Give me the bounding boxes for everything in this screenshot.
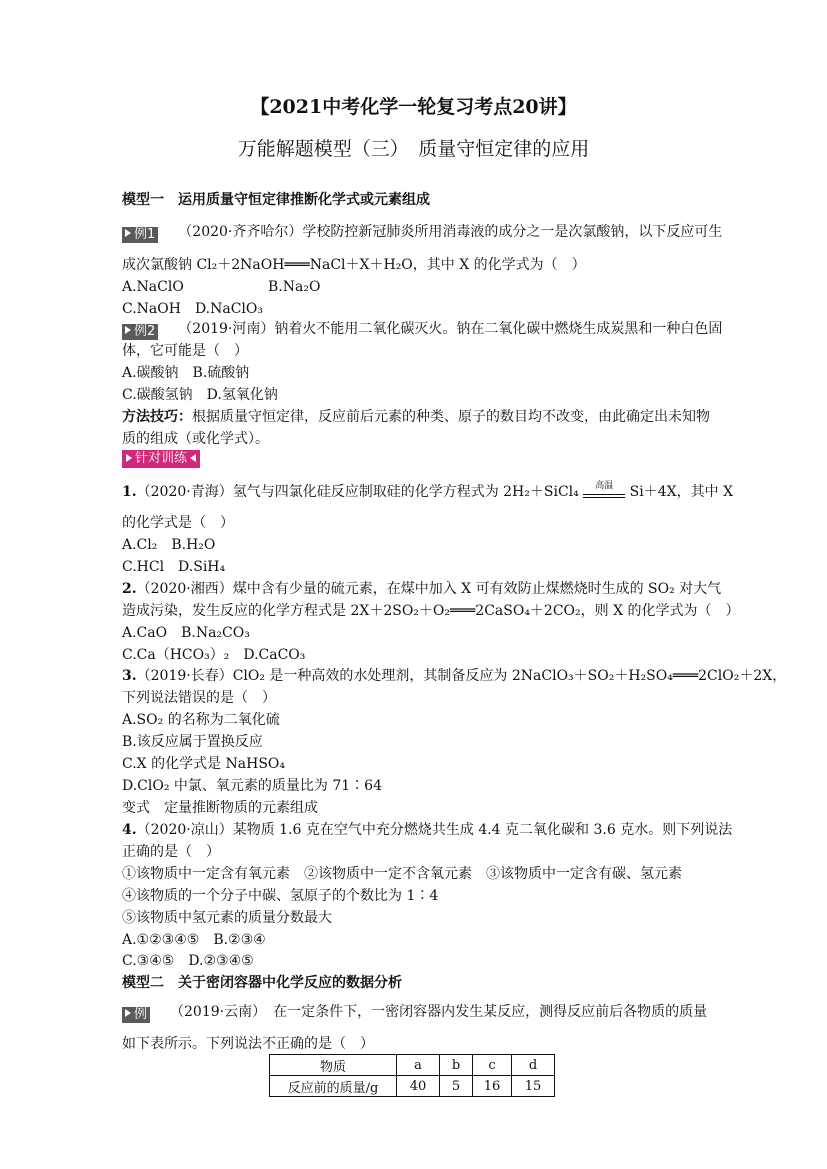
question3-line1: [122, 666, 786, 686]
table-cell: 15: [512, 1076, 555, 1097]
example2-badge: [122, 324, 158, 340]
question2-line2: 造成污染，发生反应的化学方程式是 2X＋2SO₂＋O₂═══2CaSO₄＋2CO₂，则 X 的化学式为（ ）: [122, 603, 740, 619]
question4-line2: 正确的是（ ）: [122, 844, 220, 860]
question2-option-ab: A.CaO B.Na₂CO₃: [122, 625, 250, 641]
table-header-cell: a: [397, 1055, 440, 1076]
question4-option-ab: A.①②③④⑤ B.②③④: [122, 932, 266, 948]
question4-number: 4.: [122, 822, 137, 838]
question4-text: （2020·凉山）某物质 1.6 克在空气中充分燃烧共生成 4.4 克二氧化碳和 3.6 克水。则下列说法: [136, 822, 733, 838]
table-header-cell: b: [440, 1055, 473, 1076]
model2-example-badge: [122, 1007, 150, 1023]
example1-badge: [122, 227, 158, 243]
question4-statement-5: ⑤该物质中氢元素的质量分数最大: [122, 910, 332, 926]
arrow-right-icon: [126, 454, 132, 462]
example1-line2: 成次氯酸钠 Cl₂＋2NaOH═══NaCl＋X＋H₂O，其中 X 的化学式为（ ）: [122, 257, 586, 273]
question3-number: 3.: [122, 668, 137, 684]
question4-line1: [122, 820, 732, 840]
example1-text: （2020·齐齐哈尔）学校防控新冠肺炎所用消毒液的成分之一是次氯酸钠，以下反应可生: [178, 224, 723, 240]
question2-line1: [122, 579, 721, 599]
play-triangle-icon: [125, 229, 131, 237]
table-header-cell: d: [512, 1055, 555, 1076]
question3-line2: 下列说法错误的是（ ）: [122, 690, 276, 706]
example2-text: （2019·河南）钠着火不能用二氧化碳灭火。钠在二氧化碳中燃烧生成炭黑和一种白色固: [178, 321, 723, 337]
question1-text-tail: Si＋4X，其中 X: [629, 484, 734, 500]
model1-heading: 模型一 运用质量守恒定律推断化学式或元素组成: [122, 192, 430, 208]
example1-badge-label: 例1: [134, 227, 156, 242]
document-title: 【2021中考化学一轮复习考点20讲】: [250, 96, 577, 118]
question2-option-cd: C.Ca（HCO₃）₂ D.CaCO₃: [122, 647, 306, 663]
question1-option-ab: A.Cl₂ B.H₂O: [122, 537, 216, 553]
training-badge: [122, 450, 200, 468]
question1-text: （2020·青海）氢气与四氯化硅反应制取硅的化学方程式为 2H₂＋SiCl₄: [136, 484, 579, 500]
example1-line1: [122, 222, 722, 243]
training-badge-label: 针对训练: [135, 451, 188, 466]
question1-line2: 的化学式是（ ）: [122, 515, 234, 531]
model2-example-text: （2019·云南） 在一定条件下，一密闭容器内发生某反应，测得反应前后各物质的质量: [170, 1004, 708, 1020]
method-tip-label: 方法技巧：: [122, 409, 192, 425]
table-cell: 16: [473, 1076, 512, 1097]
arrow-left-icon: [190, 454, 196, 462]
example2-badge-label: 例2: [134, 324, 156, 339]
question1-line1: [122, 482, 733, 502]
example1-option-b: B.Na₂O: [268, 279, 321, 295]
question4-option-cd: C.③④⑤ D.②③④⑤: [122, 953, 254, 969]
example2-line1: [122, 319, 722, 340]
document-subtitle: 万能解题模型（三） 质量守恒定律的应用: [237, 138, 590, 160]
example2-option-ab: A.碳酸钠 B.硫酸钠: [122, 365, 250, 381]
method-tip-text: 根据质量守恒定律，反应前后元素的种类、原子的数目均不改变，由此确定出未知物: [192, 409, 710, 425]
example1-option-cd: C.NaOH D.NaClO₃: [122, 301, 263, 317]
question3-text: （2019·长春）ClO₂ 是一种高效的水处理剂，其制备反应为 2NaClO₃＋SO₂＋H₂SO₄═══2ClO₂＋2X，: [136, 668, 787, 684]
question1-number: 1.: [122, 484, 137, 500]
method-tip-line1: [122, 407, 710, 427]
question1-option-cd: C.HCl D.SiH₄: [122, 559, 226, 575]
method-tip-line2: 质的组成（或化学式）。: [122, 431, 269, 447]
question3-option-c: C.X 的化学式是 NaHSO₄: [122, 756, 286, 772]
table-header-cell: 物质: [270, 1055, 397, 1076]
question2-number: 2.: [122, 581, 137, 597]
table-cell: 40: [397, 1076, 440, 1097]
question4-statement-4: ④该物质的一个分子中碳、氢原子的个数比为 1∶4: [122, 888, 439, 904]
model2-example-line1: [122, 1002, 707, 1023]
table-header-row: [270, 1055, 555, 1076]
reaction-condition-label: 高温: [595, 481, 614, 491]
table-cell: 5: [440, 1076, 473, 1097]
question4-statement-1-3: ①该物质中一定含有氧元素 ②该物质中一定不含氧元素 ③该物质中一定含有碳、氢元素: [122, 866, 682, 882]
question3-option-a: A.SO₂ 的名称为二氧化硫: [122, 712, 280, 728]
table-header-cell: c: [473, 1055, 512, 1076]
example2-option-cd: C.碳酸氢钠 D.氢氧化钠: [122, 387, 278, 403]
model2-example-badge-label: 例: [134, 1007, 148, 1022]
model2-heading: 模型二 关于密闭容器中化学反应的数据分析: [122, 975, 402, 991]
model2-example-line2: 如下表所示。下列说法不正确的是（ ）: [122, 1036, 374, 1052]
reaction-condition: [583, 481, 625, 498]
variant-heading: 变式 定量推断物质的元素组成: [122, 800, 318, 816]
question3-option-d: D.ClO₂ 中氯、氧元素的质量比为 71∶64: [122, 778, 382, 794]
table-cell: 反应前的质量/g: [270, 1076, 397, 1097]
play-triangle-icon: [125, 326, 131, 334]
table-row: [270, 1076, 555, 1097]
mass-data-table: [269, 1054, 555, 1097]
example1-option-a: A.NaClO: [122, 279, 184, 295]
question3-option-b: B.该反应属于置换反应: [122, 734, 263, 750]
question2-text: （2020·湘西）煤中含有少量的硫元素，在煤中加入 X 可有效防止煤燃烧时生成的 SO₂ 对大气: [136, 581, 722, 597]
play-triangle-icon: [125, 1009, 131, 1017]
example2-line2: 体，它可能是（ ）: [122, 343, 248, 359]
